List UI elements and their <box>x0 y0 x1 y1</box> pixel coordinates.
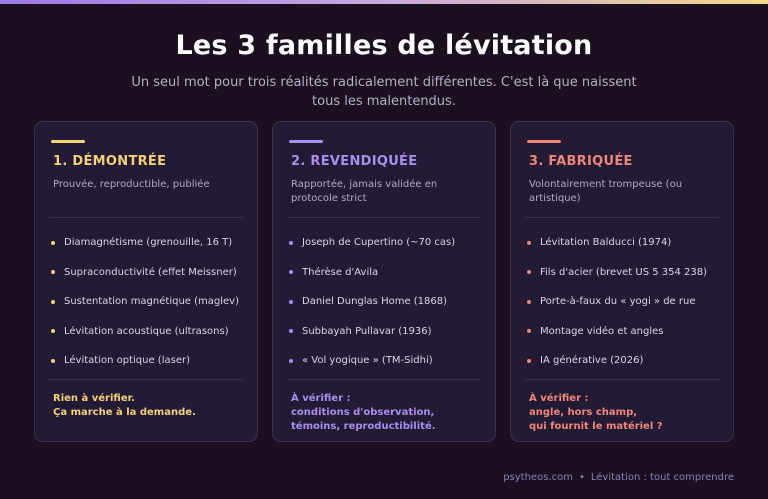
divider <box>525 217 719 218</box>
footer-note-line: témoins, reproductibilité. <box>291 421 436 432</box>
list-item-label: Sustentation magnétique (maglev) <box>64 296 239 308</box>
page-title: Les 3 familles de lévitation <box>175 30 593 61</box>
list-item <box>51 317 251 347</box>
list-item <box>51 346 251 376</box>
bullet-icon <box>527 329 531 333</box>
list-item-label: Lévitation Balducci (1974) <box>540 237 672 249</box>
card-description: Rapportée, jamais validée en protocole strict <box>291 179 438 204</box>
footer-note-line: Ça marche à la demande. <box>53 407 196 418</box>
card-footer-note <box>53 392 249 420</box>
list-item-label: Thérèse d'Avila <box>302 266 379 278</box>
bullet-icon <box>289 359 293 363</box>
accent-line <box>289 140 323 143</box>
page-subtitle: Un seul mot pour trois réalités radicalement différentes. C'est là que naissent tous les malentendus. <box>131 75 637 109</box>
list-item-label: Supraconductivité (effet Meissner) <box>64 266 237 278</box>
bullet-icon <box>51 359 55 363</box>
list-item <box>527 228 727 258</box>
card-description: Prouvée, reproductible, publiée <box>53 179 210 190</box>
divider <box>525 379 719 380</box>
page-label: Lévitation : tout comprendre <box>590 472 734 483</box>
list-item <box>527 287 727 317</box>
list-item <box>51 287 251 317</box>
list-item-label: Montage vidéo et angles <box>540 325 664 337</box>
footer-note-line: À vérifier : <box>291 393 351 404</box>
bullet-icon <box>289 300 293 304</box>
bullet-icon <box>51 270 55 274</box>
card-footer-note <box>291 392 487 434</box>
card-title: 2. REVENDIQUÉE <box>291 154 418 169</box>
list-item <box>289 317 489 347</box>
list-item-label: Joseph de Cupertino (~70 cas) <box>302 237 456 249</box>
accent-line <box>527 140 561 143</box>
bullet-icon <box>527 241 531 245</box>
list-item-label: Lévitation optique (laser) <box>64 355 190 367</box>
card-revendiquee <box>272 121 496 442</box>
footer-note-line: angle, hors champ, <box>529 407 638 418</box>
list-item <box>289 258 489 288</box>
top-gradient-bar <box>0 0 768 4</box>
bullet-icon <box>51 241 55 245</box>
list-item <box>527 317 727 347</box>
list-item-label: « Vol yogique » (TM-Sidhi) <box>302 355 433 367</box>
list-item-label: Daniel Dunglas Home (1868) <box>302 296 448 308</box>
divider <box>49 217 243 218</box>
list-item <box>527 258 727 288</box>
list-item <box>51 258 251 288</box>
divider <box>49 379 243 380</box>
footer-note-line: conditions d'observation, <box>291 407 435 418</box>
card-demontree <box>34 121 258 442</box>
bullet-icon <box>527 300 531 304</box>
list-item-label: Subbayah Pullavar (1936) <box>302 325 432 337</box>
bullet-icon <box>289 270 293 274</box>
separator: • <box>578 472 585 483</box>
accent-line <box>51 140 85 143</box>
list-item <box>51 228 251 258</box>
list-item-label: Porte-à-faux du « yogi » de rue <box>540 296 696 308</box>
list-item-label: IA générative (2026) <box>540 355 644 367</box>
footer-credit <box>503 472 734 483</box>
divider <box>287 217 481 218</box>
bullet-icon <box>51 329 55 333</box>
list-item <box>289 346 489 376</box>
bullet-icon <box>527 270 531 274</box>
footer-note-line: Rien à vérifier. <box>53 393 135 404</box>
list-item <box>289 287 489 317</box>
list-item <box>527 346 727 376</box>
list-item-label: Fils d'acier (brevet US 5 354 238) <box>540 266 708 278</box>
item-list <box>527 228 727 376</box>
site-link[interactable]: psytheos.com <box>503 472 573 483</box>
list-item-label: Diamagnétisme (grenouille, 16 T) <box>64 237 233 249</box>
bullet-icon <box>527 359 531 363</box>
card-title: 1. DÉMONTRÉE <box>53 154 167 169</box>
divider <box>287 379 481 380</box>
card-footer-note <box>529 392 725 434</box>
bullet-icon <box>51 300 55 304</box>
card-title: 3. FABRIQUÉE <box>529 154 633 169</box>
bullet-icon <box>289 241 293 245</box>
item-list <box>289 228 489 376</box>
item-list <box>51 228 251 376</box>
footer-note-line: qui fournit le matériel ? <box>529 421 663 432</box>
footer-note-line: À vérifier : <box>529 393 589 404</box>
card-description: Volontairement trompeuse (ou artistique) <box>529 179 683 204</box>
bullet-icon <box>289 329 293 333</box>
list-item <box>289 228 489 258</box>
list-item-label: Lévitation acoustique (ultrasons) <box>64 325 229 337</box>
card-fabriquee <box>510 121 734 442</box>
